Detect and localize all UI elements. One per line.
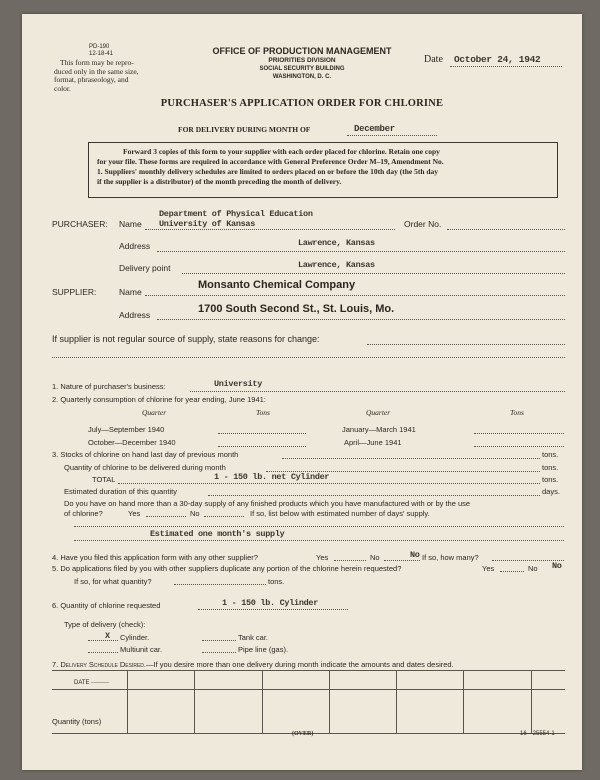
q3-no-label: No xyxy=(190,509,200,518)
purchaser-name-line xyxy=(145,229,395,230)
schedule-cell[interactable] xyxy=(464,671,531,690)
q7-label: 7. Delivery Schedule Desired.—If you desire more than one delivery during month indicate the amounts and dates desired. xyxy=(52,660,454,669)
q3-supply-list: If so, list below with estimated number of days' supply. xyxy=(250,509,430,518)
q3-delivered-tons: tons. xyxy=(542,463,559,472)
schedule-cell[interactable] xyxy=(329,690,396,734)
q4-no-value: No xyxy=(410,550,420,560)
print-code: 16—25554-1 xyxy=(520,731,555,737)
q-apr-jun-line xyxy=(474,446,564,447)
tank-checkbox-line[interactable] xyxy=(202,640,236,641)
supplier-name-label: Name xyxy=(119,287,142,297)
form-page xyxy=(22,14,582,770)
multiunit-checkbox-line[interactable] xyxy=(88,652,118,653)
q5-no-label: No xyxy=(528,564,538,573)
schedule-cell[interactable] xyxy=(329,671,396,690)
q1-value: University xyxy=(214,379,263,389)
date-row-label-cell: DATE ——— xyxy=(52,671,128,690)
form-date: 12-18-41 xyxy=(89,51,114,57)
q3-total-label: TOTAL xyxy=(92,475,116,484)
q3-duration-label: Estimated duration of this quantity xyxy=(64,487,177,496)
q4-label: 4. Have you filed this application form with any other supplier? xyxy=(52,553,258,562)
q3-yes-line xyxy=(146,516,186,517)
delivery-type-label: Type of delivery (check): xyxy=(64,620,146,629)
q3-tons: tons. xyxy=(542,450,559,459)
col-tons-left: Tons xyxy=(256,408,270,417)
delivery-point-line xyxy=(182,273,565,274)
division-name: PRIORITIES DIVISION xyxy=(268,57,336,64)
cylinder-label: Cylinder. xyxy=(120,633,150,642)
q5-quantity-label: If so, for what quantity? xyxy=(74,577,152,586)
building-name: SOCIAL SECURITY BUILDING xyxy=(259,66,345,72)
quantity-row-label-cell: Quantity (tons) xyxy=(52,690,128,734)
q5-quantity-line xyxy=(174,584,266,585)
supplier-address-label: Address xyxy=(119,310,151,320)
delivery-month-value: December xyxy=(354,124,395,134)
purchaser-name-line1: Department of Physical Education xyxy=(159,209,313,219)
schedule-cell[interactable] xyxy=(531,671,565,690)
instructions-box: Forward 3 copies of this form to your supplier with each order placed for chlorine. Retain one copy for your file. These forms are required in accordance with General Preference Order M–19, Amendment No. 1. Suppliers' monthly delivery schedules are limited to orders placed on or before the 10th day (the 5th day if the supplier is a distributor) of the month preceding the month of delivery. xyxy=(88,142,558,198)
irregular-supply-label: If supplier is not regular source of supply, state reasons for change: xyxy=(52,334,320,344)
quantity-row xyxy=(52,690,565,734)
schedule-cell[interactable] xyxy=(531,690,565,734)
delivery-point-label: Delivery point xyxy=(119,263,171,273)
q6-line xyxy=(198,609,348,610)
schedule-cell[interactable] xyxy=(262,671,329,690)
order-no-line xyxy=(447,229,565,230)
purchaser-address-value: Lawrence, Kansas xyxy=(298,238,375,248)
date-value: October 24, 1942 xyxy=(454,54,541,65)
delivery-schedule-table xyxy=(52,670,565,734)
q2-label: 2. Quarterly consumption of chlorine for year ending, June 1941: xyxy=(52,395,266,404)
q3-total-line xyxy=(118,483,540,484)
irregular-supply-line2 xyxy=(52,357,565,358)
supplier-name-value: Monsanto Chemical Company xyxy=(198,279,356,291)
q3-supply-line1: Do you have on hand more than a 30-day supply of any finished products which you have manufactured with or by the use xyxy=(64,499,471,508)
supplier-address-line xyxy=(157,319,565,320)
supplier-name-line xyxy=(145,295,565,296)
q-jul-sep-line xyxy=(218,433,306,434)
pipe-checkbox-line[interactable] xyxy=(202,652,236,653)
q5-no-value: No xyxy=(552,561,562,571)
city-name: WASHINGTON, D. C. xyxy=(272,74,332,80)
schedule-cell[interactable] xyxy=(464,690,531,734)
q-oct-dec: October—December 1940 xyxy=(88,438,176,447)
purchaser-address-label: Address xyxy=(119,241,151,251)
tank-label: Tank car. xyxy=(238,633,269,642)
q-jan-mar-line xyxy=(474,433,564,434)
q3-list-line2 xyxy=(74,540,564,541)
q3-list-line1 xyxy=(74,526,564,527)
schedule-cell[interactable] xyxy=(397,671,464,690)
q4-yes-line xyxy=(334,560,366,561)
q3-total-value: 1 - 150 lb. net Cylinder xyxy=(214,472,330,482)
q1-label: 1. Nature of purchaser's business: xyxy=(52,382,166,391)
date-line xyxy=(450,66,562,67)
purchaser-address-line xyxy=(157,251,565,252)
supplier-section-label: SUPPLIER: xyxy=(52,287,97,297)
q4-how-many: If so, how many? xyxy=(422,553,479,562)
q-jul-sep: July—September 1940 xyxy=(88,425,165,434)
q3-delivered-label: Quantity of chlorine to be delivered during month xyxy=(64,463,226,472)
q3-days: days. xyxy=(542,487,560,496)
reproduction-note: This form may be repro- duced only in the same size, format, phraseology, and color. xyxy=(54,58,139,93)
col-quarter-left: Quarter xyxy=(142,408,167,417)
cylinder-mark: X xyxy=(105,631,110,641)
schedule-cell[interactable] xyxy=(262,690,329,734)
q-jan-mar: January—March 1941 xyxy=(342,425,416,434)
multiunit-label: Multiunit car. xyxy=(120,645,163,654)
pipe-label: Pipe line (gas). xyxy=(238,645,289,654)
delivery-month-line xyxy=(347,135,437,136)
schedule-cell[interactable] xyxy=(128,690,195,734)
purchaser-name-label: Name xyxy=(119,219,142,229)
q6-label: 6. Quantity of chlorine requested xyxy=(52,601,161,610)
q4-no-label: No xyxy=(370,553,380,562)
q5-tons: tons. xyxy=(268,577,285,586)
date-row xyxy=(52,671,565,690)
schedule-cell[interactable] xyxy=(195,690,262,734)
delivery-month-label: FOR DELIVERY DURING MONTH OF xyxy=(178,125,311,134)
q3-label: 3. Stocks of chlorine on hand last day of previous month xyxy=(52,450,239,459)
q4-no-line xyxy=(384,560,420,561)
form-id: PD-190 xyxy=(89,44,110,50)
q1-line xyxy=(190,391,565,392)
over-label: (OVER) xyxy=(292,731,314,737)
q3-total-tons: tons. xyxy=(542,475,559,484)
cylinder-checkbox-line[interactable] xyxy=(88,640,118,641)
q3-no-line xyxy=(204,516,244,517)
q6-value: 1 - 150 lb. Cylinder xyxy=(222,598,319,608)
q5-yes-label: Yes xyxy=(482,564,495,573)
schedule-cell[interactable] xyxy=(128,671,195,690)
q3-duration-line xyxy=(208,495,540,496)
date-label: Date xyxy=(424,54,443,65)
schedule-cell[interactable] xyxy=(195,671,262,690)
form-title: PURCHASER'S APPLICATION ORDER FOR CHLORINE xyxy=(160,98,444,109)
agency-name: OFFICE OF PRODUCTION MANAGEMENT xyxy=(212,46,392,56)
q-apr-jun: April—June 1941 xyxy=(344,438,402,447)
q3-supply-line2: of chlorine? xyxy=(64,509,103,518)
purchaser-section-label: PURCHASER: xyxy=(52,219,108,229)
q-oct-dec-line xyxy=(218,446,306,447)
delivery-point-value: Lawrence, Kansas xyxy=(298,260,375,270)
order-no-label: Order No. xyxy=(404,219,442,229)
q3-yes-label: Yes xyxy=(128,509,141,518)
supplier-address-value: 1700 South Second St., St. Louis, Mo. xyxy=(198,303,395,315)
q5-yes-line xyxy=(500,571,524,572)
col-tons-right: Tons xyxy=(510,408,524,417)
q4-yes-label: Yes xyxy=(316,553,329,562)
q3-estimated-value: Estimated one month's supply xyxy=(150,529,285,539)
purchaser-name-line2: University of Kansas xyxy=(159,219,256,229)
irregular-supply-line1 xyxy=(367,344,565,345)
q3-line xyxy=(282,458,540,459)
col-quarter-right: Quarter xyxy=(366,408,391,417)
q5-label: 5. Do applications filed by you with other suppliers duplicate any portion of the chlorine herein requested? xyxy=(52,564,402,573)
schedule-cell[interactable] xyxy=(397,690,464,734)
